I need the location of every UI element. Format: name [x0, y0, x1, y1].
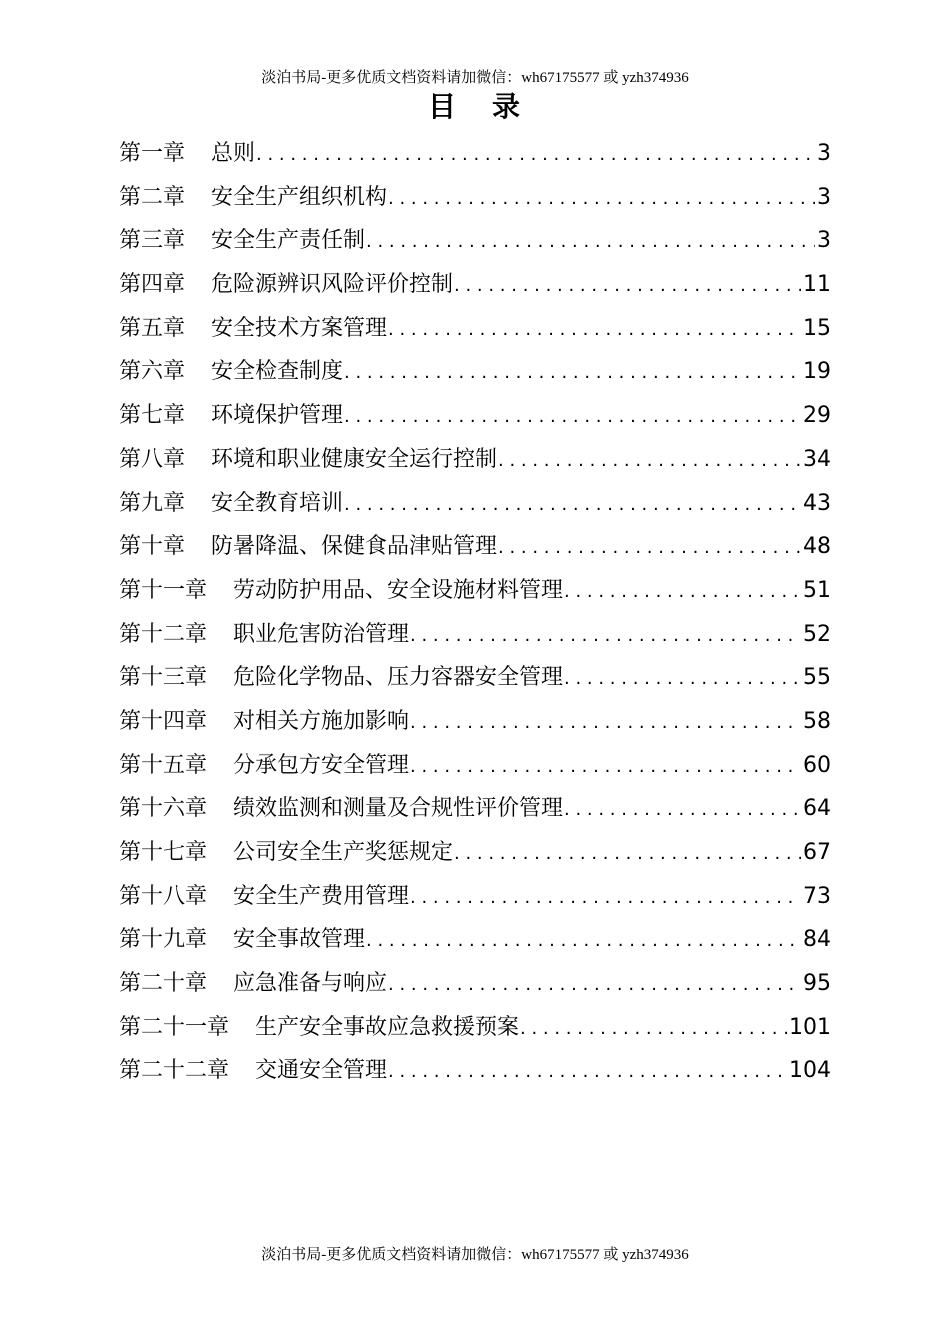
toc-page-number: 48	[803, 534, 831, 560]
toc-chapter-title: 总则	[211, 141, 256, 166]
toc-chapter-number: 第十七章	[119, 840, 208, 865]
dot-leader	[563, 788, 801, 832]
toc-entry[interactable]	[119, 656, 831, 700]
toc-entry[interactable]	[119, 394, 831, 438]
header-note: 淡泊书局-更多优质文档资料请加微信：wh67175577 或 yzh374936	[261, 70, 689, 86]
toc-chapter-title: 安全技术方案管理	[211, 315, 388, 341]
dot-leader	[365, 220, 815, 264]
toc-entry[interactable]	[119, 132, 831, 176]
toc-entry[interactable]	[119, 1049, 831, 1093]
toc-page-number: 34	[803, 446, 831, 472]
dot-leader	[409, 614, 801, 658]
toc-chapter-number: 第十九章	[119, 927, 208, 953]
toc-entry[interactable]	[119, 525, 831, 569]
toc-entry[interactable]	[119, 219, 831, 263]
toc-chapter-number: 第十四章	[119, 708, 208, 734]
toc-chapter-number: 第三章	[119, 228, 186, 254]
dot-leader	[365, 919, 801, 963]
toc-entry[interactable]	[119, 263, 831, 307]
toc-page-number: 55	[803, 665, 831, 691]
toc-chapter-number: 第六章	[119, 359, 186, 385]
toc-chapter-number: 第一章	[119, 141, 186, 166]
toc-entry[interactable]	[119, 438, 831, 482]
dot-leader	[497, 526, 801, 570]
toc-entry[interactable]	[119, 350, 831, 394]
toc-chapter-title: 安全生产组织机构	[211, 184, 388, 210]
toc-entry[interactable]	[119, 176, 831, 220]
toc-chapter-title: 危险化学物品、压力容器安全管理	[233, 665, 564, 691]
toc-entry[interactable]	[119, 482, 831, 526]
toc-chapter-title: 生产安全事故应急救援预案	[255, 1014, 520, 1040]
toc-chapter-title: 安全检查制度	[211, 359, 344, 385]
toc-chapter-number: 第十五章	[119, 752, 208, 778]
toc-page-number: 19	[803, 359, 831, 385]
toc-page-number: 67	[803, 840, 831, 865]
toc-entry[interactable]	[119, 831, 831, 875]
toc-chapter-number: 第二十章	[119, 971, 208, 997]
toc-chapter-title: 对相关方施加影响	[233, 708, 410, 734]
toc-chapter-number: 第七章	[119, 403, 186, 429]
toc-entry[interactable]	[119, 700, 831, 744]
dot-leader	[519, 1007, 787, 1051]
toc-chapter-number: 第十六章	[119, 796, 208, 822]
toc-chapter-number: 第二章	[119, 184, 186, 210]
dot-leader	[563, 570, 801, 614]
dot-leader	[409, 701, 801, 745]
toc-chapter-number: 第五章	[119, 315, 186, 341]
dot-leader	[453, 832, 801, 876]
toc-chapter-number: 第十三章	[119, 665, 208, 691]
toc-page-number: 73	[803, 883, 831, 909]
toc-page-number: 64	[803, 796, 831, 822]
dot-leader	[387, 963, 801, 1007]
toc-entry[interactable]	[119, 613, 831, 657]
toc-page-number: 95	[803, 971, 831, 997]
toc-chapter-title: 防暑降温、保健食品津贴管理	[211, 534, 498, 560]
toc-page-number: 58	[803, 708, 831, 734]
toc-entry[interactable]	[119, 1006, 831, 1050]
dot-leader	[343, 483, 801, 527]
toc-entry[interactable]	[119, 787, 831, 831]
toc-chapter-title: 交通安全管理	[255, 1058, 388, 1084]
toc-page-number: 3	[817, 184, 831, 210]
toc-chapter-title: 职业危害防治管理	[233, 621, 410, 647]
toc-chapter-title: 安全教育培训	[211, 490, 344, 516]
dot-leader	[343, 395, 801, 439]
toc-chapter-title: 公司安全生产奖惩规定	[233, 840, 454, 865]
toc-chapter-title: 应急准备与响应	[233, 971, 388, 997]
toc-page-number: 101	[789, 1014, 831, 1040]
toc-chapter-number: 第八章	[119, 446, 186, 472]
toc-page-number: 51	[803, 577, 831, 603]
toc-chapter-title: 安全生产责任制	[211, 228, 366, 254]
toc-chapter-title: 绩效监测和测量及合规性评价管理	[233, 796, 564, 822]
toc-entry[interactable]	[119, 962, 831, 1006]
toc-entry[interactable]	[119, 307, 831, 351]
toc-page-number: 104	[789, 1058, 831, 1084]
footer-note: 淡泊书局-更多优质文档资料请加微信：wh67175577 或 yzh374936	[261, 1247, 689, 1263]
dot-leader	[255, 133, 815, 177]
toc-chapter-number: 第二十一章	[119, 1014, 230, 1040]
toc-page-number: 3	[817, 141, 831, 166]
page-title-part-1: 目	[427, 90, 458, 123]
toc-chapter-title: 安全事故管理	[233, 927, 366, 953]
toc-chapter-title: 安全生产费用管理	[233, 883, 410, 909]
toc-page-number: 11	[803, 272, 831, 298]
toc-page-number: 3	[817, 228, 831, 254]
toc-chapter-title: 危险源辨识风险评价控制	[211, 272, 454, 298]
toc-entry[interactable]	[119, 569, 831, 613]
toc-chapter-number: 第二十二章	[119, 1058, 230, 1084]
dot-leader	[387, 308, 801, 352]
dot-leader	[497, 439, 801, 483]
toc-entry[interactable]	[119, 875, 831, 919]
toc-page-number: 60	[803, 752, 831, 778]
toc-chapter-title: 环境保护管理	[211, 403, 344, 429]
toc-page-number: 52	[803, 621, 831, 647]
dot-leader	[387, 1050, 787, 1094]
dot-leader	[453, 264, 801, 308]
toc-page-number: 15	[803, 315, 831, 341]
table-of-contents	[119, 132, 831, 1093]
page-title	[0, 89, 950, 125]
toc-chapter-number: 第十二章	[119, 621, 208, 647]
dot-leader	[409, 745, 801, 789]
toc-chapter-number: 第九章	[119, 490, 186, 516]
toc-chapter-number: 第十章	[119, 534, 186, 560]
dot-leader	[563, 657, 801, 701]
toc-chapter-title: 环境和职业健康安全运行控制	[211, 446, 498, 472]
dot-leader	[409, 876, 801, 920]
toc-chapter-number: 第四章	[119, 272, 186, 298]
toc-chapter-number: 第十一章	[119, 577, 208, 603]
dot-leader	[343, 351, 801, 395]
page-title-part-2: 录	[492, 90, 523, 123]
toc-chapter-number: 第十八章	[119, 883, 208, 909]
toc-page-number: 43	[803, 490, 831, 516]
toc-chapter-title: 分承包方安全管理	[233, 752, 410, 778]
toc-page-number: 84	[803, 927, 831, 953]
dot-leader	[387, 177, 815, 221]
toc-entry[interactable]	[119, 744, 831, 788]
toc-entry[interactable]	[119, 918, 831, 962]
toc-page-number: 29	[803, 403, 831, 429]
toc-chapter-title: 劳动防护用品、安全设施材料管理	[233, 577, 564, 603]
